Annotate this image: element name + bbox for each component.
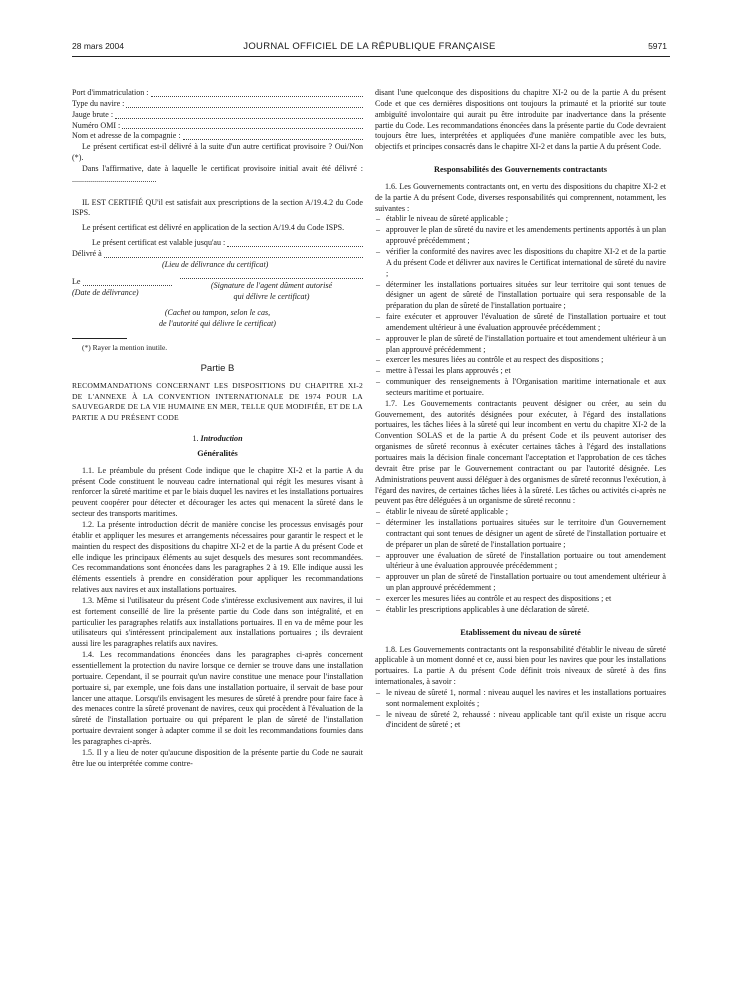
list-item: – exercer les mesures liées au contrôle et au respect des dispositions ;: [375, 355, 666, 366]
field-company: Nom et adresse de la compagnie :: [72, 131, 363, 142]
footnote-rule: [72, 338, 127, 339]
field-issued-at: Délivré à: [72, 249, 363, 260]
subsection-heading: Généralités: [197, 448, 238, 458]
caption-place: (Lieu de délivrance du certificat): [162, 259, 269, 269]
field-valid-until: Le présent certificat est valable jusqu'au :: [72, 238, 363, 249]
list-item: – faire exécuter et approuver l'évaluation de sûreté de l'installation portuaire et tout amendement ultérieur à une évaluation approuvée précédemment ;: [375, 312, 666, 334]
list-item: – approuver une évaluation de sûreté de l'installation portuaire ou tout amendement ultérieur à une évaluation approuvée précédemment ;: [375, 551, 666, 573]
list-item: – établir le niveau de sûreté applicable ;: [375, 214, 666, 225]
part-heading: Partie B: [200, 362, 235, 374]
date-signature-row: Le (Date de délivrance) (Signature de l'agent dûment autorisé qui délivre le certificat): [72, 277, 363, 303]
field-gross-tonnage: Jauge brute :: [72, 110, 363, 121]
list-item: – approuver un plan de sûreté de l'installation portuaire ou tout amendement ultérieur à un plan approuvé précédemment ;: [375, 572, 666, 594]
field-ship-type: Type du navire :: [72, 99, 363, 110]
left-column: [72, 88, 363, 769]
list-item: – communiquer des renseignements à l'Organisation maritime internationale et aux secteurs maritime et portuaire.: [375, 377, 666, 399]
paragraph: Le présent certificat est-il délivré à la suite d'un autre certificat provisoire ? Oui/Non (*).: [72, 142, 363, 163]
paragraph-1-4: 1.4. Les recommandations énoncées dans les paragraphes ci-après concernent essentiellement la protection du navire lorsque ce dernier se trouve dans une installation portuaire. Cependant, il se pourrait qu'un navire constitue une menace pour l'installation portuaire si, par exemple, une fois dans une installation portuaire, il servait de base pour lancer une attaque. Lorsqu'ils envisagent les mesures de sûreté à prendre pour faire face à des menaces contre la sûreté provenant de navires, ceux qui procèdent à l'évaluation de la sûreté de l'installation portuaire ou qui préparent le plan de sûreté de l'installation portuaire devraient songer à adapter comme il se doit les recommandations fournies dans les paragraphes ci-après.: [72, 650, 363, 746]
header-date: 28 mars 2004: [72, 41, 124, 51]
paragraph: Dans l'affirmative, date à laquelle le certificat provisoire initial avait été délivré : ..........................................: [72, 163, 363, 184]
list-item: – déterminer les installations portuaires situées sur le territoire d'un Gouvernement contractant qui sont tenues de désigner un agent de sûreté de l'installation portuaire et de préparer un plan de sûreté de l'installation portuaire ;: [375, 518, 666, 551]
paragraph-1-2: 1.2. La présente introduction décrit de manière concise les processus envisagés pour établir et appliquer les mesures et arrangements nécessaires pour garantir le respect et le maintien du respect des dispositions du chapitre XI-2 et de la partie A du présent Code et elle indique les principaux éléments au sujet desquels des mesures sont recommandées. Ces recommandations sont énoncées dans les paragraphes 2 à 19. Elle indique aussi les éléments essentiels à prendre en considération pour appliquer les recommandations relatives aux navires et aux installations portuaires.: [72, 520, 363, 595]
list-item: – mettre à l'essai les plans approuvés ; et: [375, 366, 666, 377]
list-item: – approuver le plan de sûreté du navire et les amendements pertinents apportés à un plan approuvé précédemment ;: [375, 225, 666, 247]
page-number: 5971: [648, 41, 667, 51]
field-port: Port d'immatriculation :: [72, 88, 363, 99]
list-item: – établir les prescriptions applicables à une déclaration de sûreté.: [375, 605, 666, 616]
caption-date: (Date de délivrance): [72, 287, 139, 297]
caption-stamp-2: de l'autorité qui délivre le certificat): [159, 319, 276, 329]
paragraph-1-7: 1.7. Les Gouvernements contractants peuvent désigner ou créer, au sein du Gouvernement, des autorités désignées pour exécuter, à l'égard des installations portuaires, les tâches liées à la sûreté qui leur incombent en vertu du chapitre XI-2 de la Convention SOLAS et de la partie A du présent Code et ils peuvent autoriser des organismes de sûreté reconnus à exécuter certaines tâches à l'égard des installations portuaires mais la décision finale concernant l'acceptation et l'approbation de ces tâches devrait être prise par le Gouvernement contractant ou par l'autorité désignée. Les Administrations peuvent aussi déléguer à des organismes de sûreté reconnus l'exécution, à l'égard des navires, de certaines tâches liées à la sûreté. Les tâches ou activités ci-après ne peuvent pas être déléguées à un organisme de sûreté reconnu :: [375, 398, 666, 506]
list-non-delegable: [375, 507, 666, 615]
list-item: – le niveau de sûreté 1, normal : niveau auquel les navires et les installations portuaires sont normalement exploités ;: [375, 688, 666, 710]
list-item: – approuver le plan de sûreté de l'installation portuaire et tout amendement ultérieur à un plan approuvé précédemment ;: [375, 334, 666, 356]
paragraph-continued: disant l'une quelconque des dispositions du chapitre XI-2 ou de la partie A du présent Code et que ces dernières dispositions ont toujours la primauté et la priorité sur toute ambiguïté involontaire qui aurait pu être introduite par inadvertance dans la présente partie du Code. Les recommandations énoncées dans la présente partie du Code devraient toujours être lues, interprétées et appliquées d'une manière compatible avec les buts, objectifs et principes consacrés dans le chapitre XI-2 et dans la partie A du présent Code.: [375, 88, 666, 152]
header-title: JOURNAL OFFICIEL DE LA RÉPUBLIQUE FRANÇAISE: [243, 41, 496, 52]
section-heading-security-level: Etablissement du niveau de sûreté: [460, 627, 581, 637]
paragraph: Le présent certificat est délivré en application de la section A/19.4 du Code ISPS.: [82, 223, 345, 233]
part-title: RECOMMANDATIONS CONCERNANT LES DISPOSITIONS DU CHAPITRE XI-2 DE L'ANNEXE À LA CONVENTION INTERNATIONALE DE 1974 POUR LA SAUVEGARDE DE LA VIE HUMAINE EN MER, TELLE QUE MODIFIÉE, ET DE LA PARTIE A DU PRÉSENT CODE: [72, 380, 363, 423]
list-item: – vérifier la conformité des navires avec les dispositions du chapitre XI-2 et de la partie A du présent Code et délivrer aux navires le Certificat international de sûreté du navire ;: [375, 247, 666, 280]
paragraph-1-6: 1.6. Les Gouvernements contractants ont, en vertu des dispositions du chapitre XI-2 et de la partie A du présent Code, diverses responsabilités qui comprennent, notamment, les suivantes :: [375, 181, 666, 213]
list-item: – exercer les mesures liées au contrôle et au respect des dispositions ; et: [375, 594, 666, 605]
section-heading-responsibilities: Responsabilités des Gouvernements contractants: [433, 165, 608, 175]
running-header: [72, 41, 667, 55]
paragraph-1-8: 1.8. Les Gouvernements contractants ont la responsabilité d'établir le niveau de sûreté applicable à un moment donné et ce, aussi bien pour les navires que pour les installations portuaires. La partie A du présent Code définit trois niveaux de sûreté à des fins internationales, à savoir :: [375, 644, 666, 687]
list-item: – le niveau de sûreté 2, rehaussé : niveau applicable tant qu'il existe un risque accru d'incident de sûreté ; et: [375, 710, 666, 732]
caption-signature: (Signature de l'agent dûment autorisé: [210, 280, 333, 290]
paragraph-1-1: 1.1. Le préambule du présent Code indique que le chapitre XI-2 et la partie A du présent Code constituent le nouveau cadre international qui régit les mesures visant à renforcer la sûreté maritime et par le biais duquel les navires et les installations portuaires peuvent coopérer pour détecter et décourager les actes qui menacent la sûreté dans le secteur des transports maritimes.: [72, 465, 363, 519]
footnote: (*) Rayer la mention inutile.: [82, 343, 168, 353]
caption-stamp: (Cachet ou tampon, selon le cas,: [164, 308, 271, 318]
field-imo-number: Numéro OMI :: [72, 121, 363, 132]
list-item: – établir le niveau de sûreté applicable ;: [375, 507, 666, 518]
list-item: – déterminer les installations portuaires situées sur leur territoire qui sont tenues de désigner un agent de sûreté de l'installation portuaire qui sera responsable de la préparation du plan de sûreté de l'installation portuaire ;: [375, 280, 666, 313]
paragraph-1-3: 1.3. Même si l'utilisateur du présent Code s'intéresse exclusivement aux navires, il lui est fortement conseillé de lire la présente partie du Code dans son intégralité, et en particulier les paragraphes relatifs aux installations portuaires. Il en va de même pour les utilisateurs qui s'intéressent principalement aux installations portuaires ; ils devraient aussi lire les paragraphes relatifs aux navires.: [72, 595, 363, 649]
paragraph-1-5: 1.5. Il y a lieu de noter qu'aucune disposition de la présente partie du Code ne saurait être lue ou interprétée comme contre-: [72, 747, 363, 768]
list-responsibilities: [375, 214, 666, 398]
right-column: [375, 88, 666, 731]
section-heading: 1. Introduction: [192, 434, 243, 444]
certification-statement: IL EST CERTIFIÉ QU'il est satisfait aux prescriptions de la section A/19.4.2 du Code ISPS.: [72, 197, 363, 218]
header-rule: [72, 56, 670, 57]
caption-signature-2: qui délivre le certificat): [233, 291, 310, 301]
list-security-levels: [375, 688, 666, 731]
